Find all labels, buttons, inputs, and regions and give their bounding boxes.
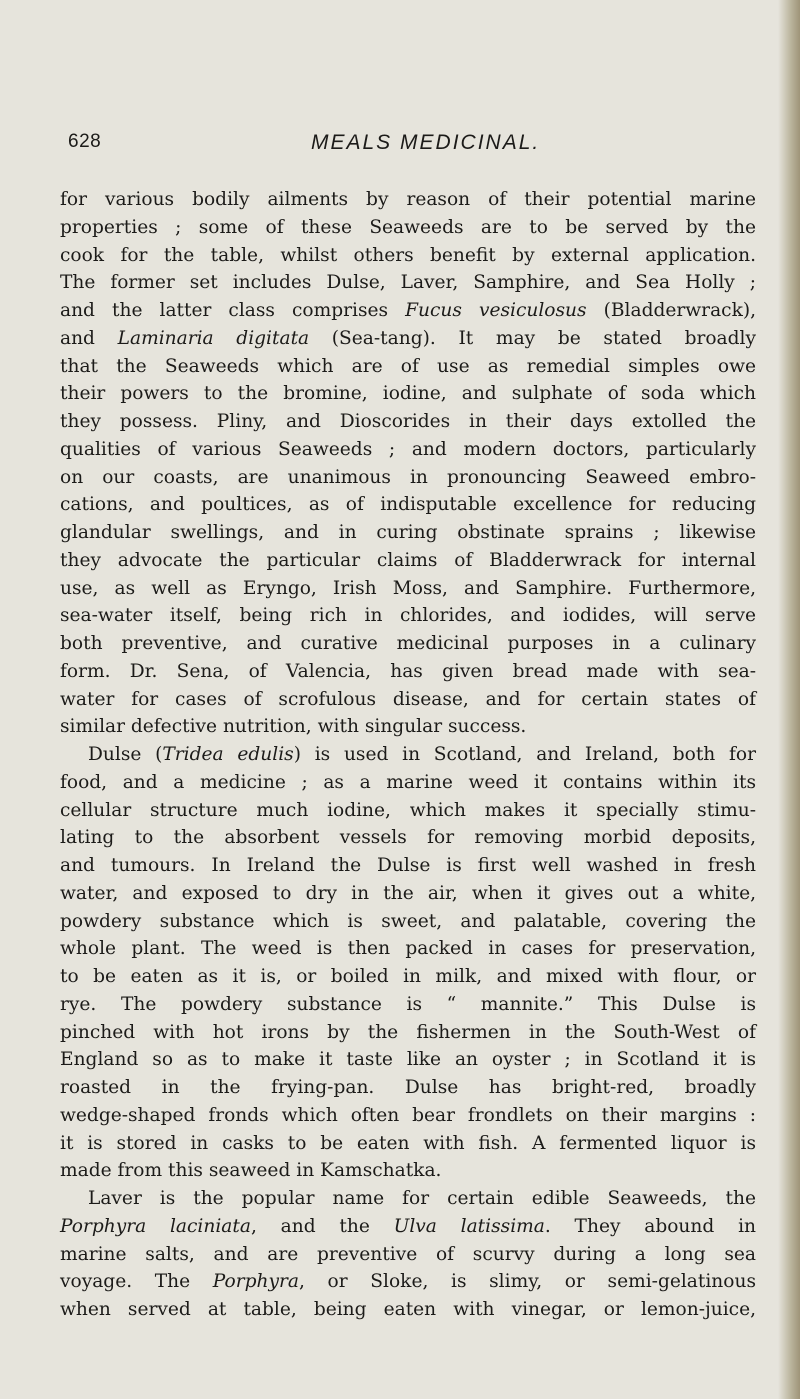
- text-line: cook for the table, whilst others benefit by external application.: [60, 244, 756, 266]
- body-text: [60, 186, 756, 1324]
- text-line: to be eaten as it is, or boiled in milk, and mixed with flour, or: [60, 966, 756, 987]
- text-line: they possess. Pliny, and Dioscorides in their days extolled the: [60, 411, 756, 432]
- text-line: marine salts, and are preventive of scurvy during a long sea: [60, 1243, 756, 1265]
- text-line: and tumours. In Ireland the Dulse is first well washed in fresh: [60, 855, 756, 876]
- text-line: and the latter class comprises Fucus vesiculosus (Bladderwrack),: [60, 300, 757, 321]
- text-line: lating to the absorbent vessels for removing morbid deposits,: [60, 827, 756, 849]
- text-line: whole plant. The weed is then packed in cases for preservation,: [60, 938, 756, 960]
- text-line: similar defective nutrition, with singular success.: [60, 716, 527, 738]
- text-line: roasted in the frying-pan. Dulse has bright-red, broadly: [60, 1077, 756, 1098]
- text-line: made from this seaweed in Kamschatka.: [60, 1160, 442, 1182]
- text-line: food, and a medicine ; as a marine weed it contains within its: [60, 771, 756, 793]
- text-line: powdery substance which is sweet, and palatable, covering the: [60, 910, 756, 932]
- text-line: they advocate the particular claims of Bladderwrack for internal: [60, 549, 756, 571]
- text-line: water, and exposed to dry in the air, when it gives out a white,: [60, 882, 756, 904]
- text-line: form. Dr. Sena, of Valencia, has given bread made with sea-: [60, 660, 756, 682]
- text-line: water for cases of scrofulous disease, and for certain states of: [60, 688, 756, 710]
- text-line: wedge-shaped fronds which often bear frondlets on their margins :: [60, 1104, 756, 1126]
- text-line: rye. The powdery substance is “ mannite.” This Dulse is: [60, 993, 756, 1015]
- text-line: that the Seaweeds which are of use as remedial simples owe: [60, 355, 756, 377]
- page-number: 628: [68, 131, 102, 152]
- text-line: Porphyra laciniata, and the Ulva latissima. They abound in: [60, 1215, 756, 1237]
- page-edge-shadow: [778, 0, 800, 1399]
- text-line: England so as to make it taste like an oyster ; in Scotland it is: [60, 1049, 756, 1071]
- text-line: voyage. The Porphyra, or Sloke, is slimy, or semi-gelatinous: [60, 1271, 756, 1293]
- text-line: on our coasts, are unanimous in pronouncing Seaweed embro-: [60, 466, 756, 488]
- text-line: glandular swellings, and in curing obstinate sprains ; likewise: [60, 522, 756, 543]
- text-line: cations, and poultices, as of indisputable excellence for reducing: [60, 494, 756, 516]
- text-line: use, as well as Eryngo, Irish Moss, and Samphire. Furthermore,: [60, 577, 756, 599]
- text-line: it is stored in casks to be eaten with fish. A fermented liquor is: [60, 1132, 756, 1154]
- text-line: Laver is the popular name for certain edible Seaweeds, the: [88, 1188, 756, 1209]
- text-line: sea-water itself, being rich in chlorides, and iodides, will serve: [60, 605, 756, 627]
- text-line: when served at table, being eaten with vinegar, or lemon-juice,: [60, 1299, 756, 1320]
- text-line: properties ; some of these Seaweeds are to be served by the: [60, 216, 756, 238]
- text-line: qualities of various Seaweeds ; and modern doctors, particularly: [60, 438, 756, 460]
- text-line: for various bodily ailments by reason of their potential marine: [60, 189, 756, 210]
- text-line: both preventive, and curative medicinal purposes in a culinary: [60, 633, 756, 654]
- running-header: [68, 131, 748, 161]
- text-line: Dulse (Tridea edulis) is used in Scotland, and Ireland, both for: [88, 744, 756, 765]
- running-head-title: MEALS MEDICINAL.: [311, 131, 541, 154]
- text-line: their powers to the bromine, iodine, and sulphate of soda which: [60, 383, 756, 405]
- text-line: and Laminaria digitata (Sea-tang). It may be stated broadly: [60, 327, 756, 349]
- text-line: cellular structure much iodine, which makes it specially stimu-: [60, 799, 756, 821]
- text-line: pinched with hot irons by the fishermen in the South-West of: [60, 1021, 756, 1043]
- text-line: The former set includes Dulse, Laver, Samphire, and Sea Holly ;: [60, 272, 756, 294]
